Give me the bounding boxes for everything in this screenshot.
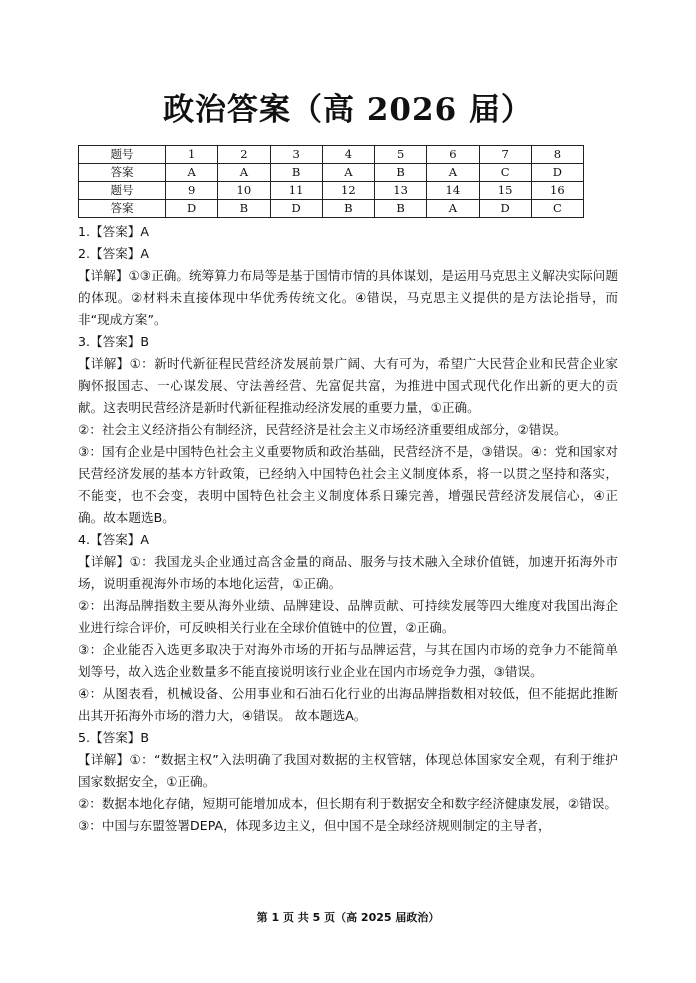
table-cell: A bbox=[166, 164, 218, 182]
table-cell: B bbox=[218, 200, 270, 218]
text-line: 【详解】①：“数据主权”入法明确了我国对数据的主权管辖，体现总体国家安全观，有利于维护国家数据安全，①正确。 bbox=[78, 752, 618, 789]
table-cell: 3 bbox=[270, 146, 322, 164]
table-row bbox=[79, 146, 584, 164]
table-cell: D bbox=[479, 200, 531, 218]
page-title: 政治答案（高 2026 届） bbox=[163, 92, 533, 128]
table-cell: A bbox=[427, 200, 479, 218]
table-cell: 8 bbox=[531, 146, 583, 164]
table-cell: 11 bbox=[270, 182, 322, 200]
table-cell: D bbox=[270, 200, 322, 218]
page-footer: 第 1 页 共 5 页（高 2025 届政治） bbox=[256, 911, 440, 924]
text-line: 4.【答案】A bbox=[78, 532, 150, 547]
table-cell: A bbox=[322, 164, 374, 182]
table-cell: A bbox=[427, 164, 479, 182]
text-line: 【详解】①：新时代新征程民营经济发展前景广阔、大有可为，希望广大民营企业和民营企业家胸怀报国志、一心谋发展、守法善经营、先富促共富，为推进中国式现代化作出新的更大的贡献。这表明民营经济是新时代新征程推动经济发展的重要力量，①正确。 bbox=[78, 356, 618, 415]
table-cell: 7 bbox=[479, 146, 531, 164]
table-cell: C bbox=[531, 200, 583, 218]
text-line: ③：国有企业是中国特色社会主义重要物质和政治基础，民营经济不是，③错误。④：党和国家对民营经济发展的基本方针政策，已经纳入中国特色社会主义制度体系，将一以贯之坚持和落实，不能变，也不会变，表明中国特色社会主义制度体系日臻完善，增强民营经济发展信心，④正确。故本题选B。 bbox=[78, 444, 618, 525]
table-cell: 1 bbox=[166, 146, 218, 164]
text-line: 2.【答案】A bbox=[78, 246, 150, 261]
text-line: 3.【答案】B bbox=[78, 334, 150, 349]
row-label: 题号 bbox=[79, 182, 166, 200]
text-line: 【详解】①③正确。统筹算力布局等是基于国情市情的具体谋划，是运用马克思主义解决实际问题的体现。②材料未直接体现中华优秀传统文化。④错误，马克思主义提供的是方法论指导，而非“现成方案”。 bbox=[78, 268, 618, 327]
table-cell: B bbox=[375, 164, 427, 182]
table-cell: 2 bbox=[218, 146, 270, 164]
text-line: ③：中国与东盟签署DEPA，体现多边主义，但中国不是全球经济规则制定的主导者， bbox=[78, 818, 551, 833]
table-cell: 6 bbox=[427, 146, 479, 164]
row-label: 答案 bbox=[79, 200, 166, 218]
table-cell: D bbox=[531, 164, 583, 182]
text-line: 1.【答案】A bbox=[78, 224, 150, 239]
table-cell: B bbox=[270, 164, 322, 182]
text-line: ④：从图表看，机械设备、公用事业和石油石化行业的出海品牌指数相对较低，但不能据此推断出其开拓海外市场的潜力大，④错误。 故本题选A。 bbox=[78, 686, 618, 723]
table-row bbox=[79, 182, 584, 200]
text-line: ②：数据本地化存储，短期可能增加成本，但长期有利于数据安全和数字经济健康发展，②错误。 bbox=[78, 796, 617, 811]
table-cell: 5 bbox=[375, 146, 427, 164]
table-cell: 4 bbox=[322, 146, 374, 164]
row-label: 答案 bbox=[79, 164, 166, 182]
table-cell: B bbox=[322, 200, 374, 218]
table-cell: 14 bbox=[427, 182, 479, 200]
table-cell: B bbox=[375, 200, 427, 218]
text-line: 【详解】①：我国龙头企业通过高含金量的商品、服务与技术融入全球价值链，加速开拓海外市场，说明重视海外市场的本地化运营，①正确。 bbox=[78, 554, 618, 591]
answer-table bbox=[78, 145, 584, 218]
text-line: ②：出海品牌指数主要从海外业绩、品牌建设、品牌贡献、可持续发展等四大维度对我国出海企业进行综合评价，可反映相关行业在全球价值链中的位置，②正确。 bbox=[78, 598, 618, 635]
table-cell: 12 bbox=[322, 182, 374, 200]
table-cell: 9 bbox=[166, 182, 218, 200]
row-label: 题号 bbox=[79, 146, 166, 164]
table-cell: C bbox=[479, 164, 531, 182]
table-cell: 16 bbox=[531, 182, 583, 200]
table-cell: D bbox=[166, 200, 218, 218]
table-cell: 10 bbox=[218, 182, 270, 200]
table-cell: 15 bbox=[479, 182, 531, 200]
table-cell: A bbox=[218, 164, 270, 182]
text-line: 5.【答案】B bbox=[78, 730, 150, 745]
answer-explanations bbox=[78, 221, 618, 837]
text-line: ③：企业能否入选更多取决于对海外市场的开拓与品牌运营，与其在国内市场的竞争力不能简单划等号，故入选企业数量多不能直接说明该行业企业在国内市场竞争力强，③错误。 bbox=[78, 642, 618, 679]
text-line: ②：社会主义经济指公有制经济，民营经济是社会主义市场经济重要组成部分，②错误。 bbox=[78, 422, 567, 437]
table-row bbox=[79, 164, 584, 182]
table-row bbox=[79, 200, 584, 218]
table-cell: 13 bbox=[375, 182, 427, 200]
